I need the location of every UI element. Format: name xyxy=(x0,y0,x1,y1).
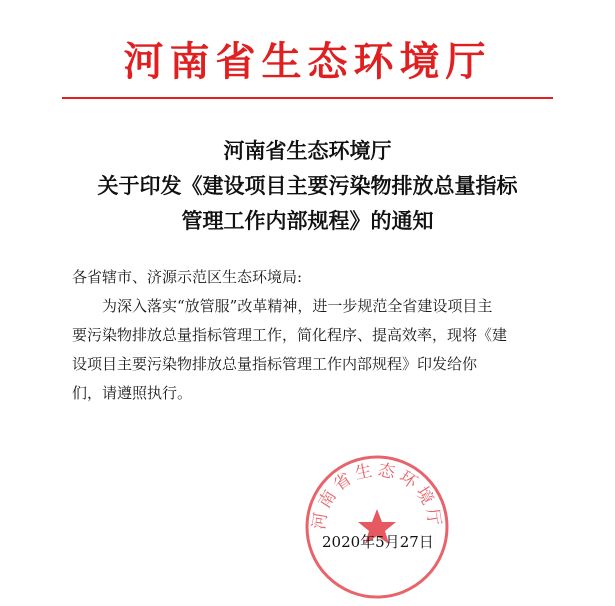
title-line-2: 关于印发《建设项目主要污染物排放总量指标 xyxy=(97,173,518,198)
body-line-1: 为深入落实“放管服”改革精神，进一步规范全省建设项目主 xyxy=(102,297,493,315)
title-issuer: 河南省生态环境厅 xyxy=(223,138,392,163)
masthead-rule xyxy=(62,97,553,99)
body-line-4: 们，请遵照执行。 xyxy=(72,384,193,402)
body-line-2: 要污染物排放总量指标管理工作，简化程序、提高效率，现将《建 xyxy=(72,326,508,344)
issue-date: 2020年5月27日 xyxy=(322,533,434,551)
masthead: 河南省生态环境厅 xyxy=(123,39,492,85)
official-seal xyxy=(302,452,452,602)
svg-text:河南省生态环境厅: 河南省生态环境厅 xyxy=(309,460,445,532)
salutation: 各省辖市、济源示范区生态环境局: xyxy=(72,268,303,286)
body-line-3: 设项目主要污染物排放总量指标管理工作内部规程》印发给你 xyxy=(72,355,478,373)
title-line-3: 管理工作内部规程》的通知 xyxy=(181,208,434,233)
